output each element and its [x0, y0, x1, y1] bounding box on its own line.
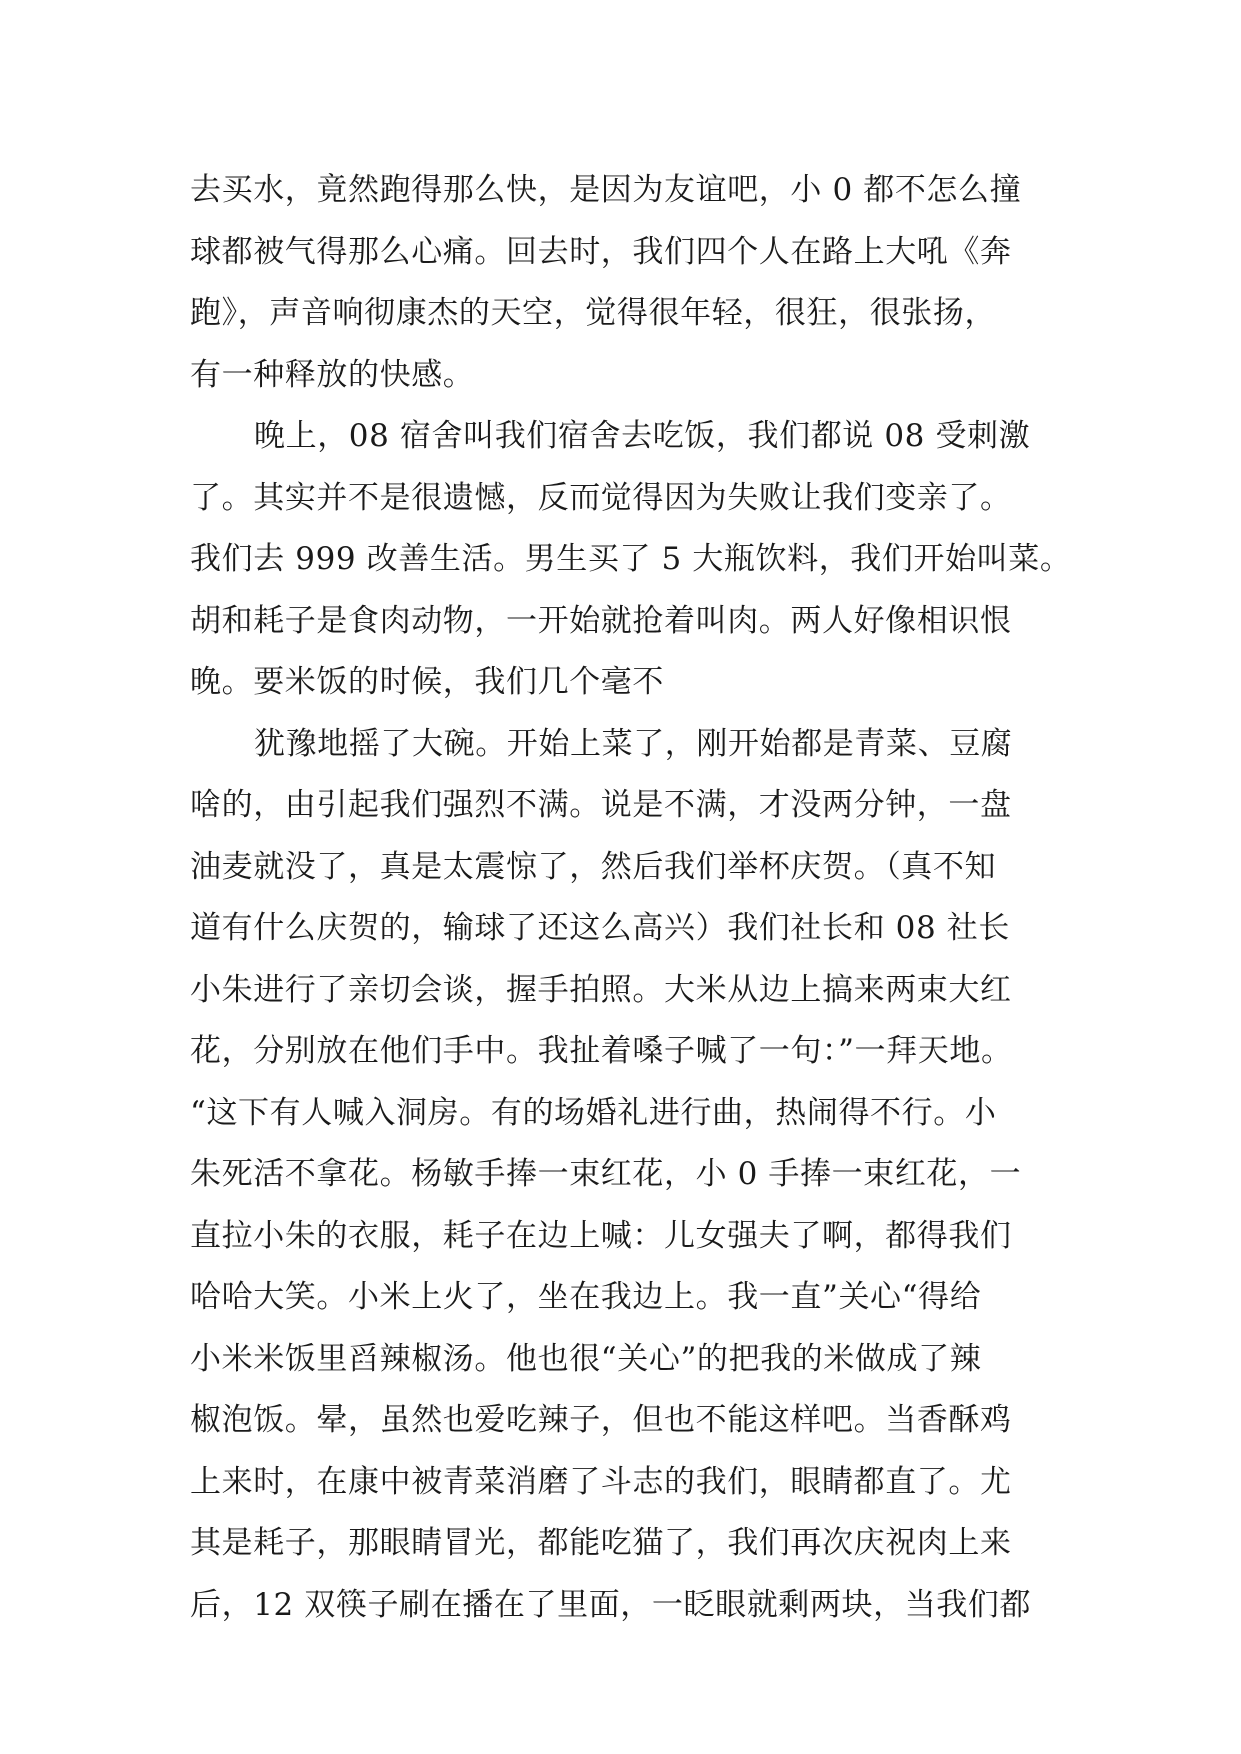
text-line: 我们去 999 改善生活。男生买了 5 大瓶饮料，我们开始叫菜。: [190, 541, 1072, 577]
text-line: 花，分别放在他们手中。我扯着嗓子喊了一句：”一拜天地。: [190, 1033, 1013, 1069]
text-line: 有一种释放的快感。: [190, 356, 475, 393]
text-line: 胡和耗子是食肉动物，一开始就抢着叫肉。两人好像相识恨: [190, 602, 1012, 639]
text-line: 哈哈大笑。小米上火了，坐在我边上。我一直”关心“得给: [190, 1279, 982, 1315]
text-line: 上来时，在康中被青菜消磨了斗志的我们，眼睛都直了。尤: [190, 1463, 1012, 1500]
text-line: 油麦就没了，真是太震惊了，然后我们举杯庆贺。（真不知: [190, 848, 997, 885]
text-line: 小米米饭里舀辣椒汤。他也很“关心”的把我的米做成了辣: [190, 1340, 982, 1377]
text-line: 球都被气得那么心痛。回去时，我们四个人在路上大吼《奔: [190, 233, 1012, 270]
text-line: 椒泡饭。晕，虽然也爱吃辣子，但也不能这样吧。当香酥鸡: [190, 1402, 1012, 1438]
paragraph-start-line: 犹豫地摇了大碗。开始上菜了，刚开始都是青菜、豆腐: [254, 725, 1013, 762]
text-line: 直拉小朱的衣服，耗子在边上喊：儿女强夫了啊，都得我们: [190, 1217, 1012, 1254]
text-line: 朱死活不拿花。杨敏手捧一束红花，小 0 手捧一束红花，一: [190, 1156, 1022, 1192]
text-line: 跑》，声音响彻康杰的天空，觉得很年轻，很狂，很张扬，: [190, 295, 997, 331]
paragraph-start-line: 晚上，08 宿舍叫我们宿舍去吃饭，我们都说 08 受刺激: [254, 418, 1031, 454]
body-text: [190, 160, 1090, 1636]
text-line: 后，12 双筷子刷在播在了里面，一眨眼就剩两块，当我们都: [190, 1586, 1032, 1623]
text-line: 小朱进行了亲切会谈，握手拍照。大米从边上搞来两束大红: [190, 971, 1012, 1008]
text-line: 道有什么庆贺的，输球了还这么高兴）我们社长和 08 社长: [190, 910, 1010, 946]
text-line: 晚。要米饭的时候，我们几个毫不: [190, 664, 664, 700]
text-line: 去买水，竟然跑得那么快，是因为友谊吧，小 0 都不怎么撞: [190, 172, 1022, 208]
text-line: 了。其实并不是很遗憾，反而觉得因为失败让我们变亲了。: [190, 479, 1012, 516]
text-line: “这下有人喊入洞房。有的场婚礼进行曲，热闹得不行。小: [190, 1094, 997, 1131]
text-line: 啥的，由引起我们强烈不满。说是不满，才没两分钟，一盘: [190, 787, 1012, 823]
text-line: 其是耗子，那眼睛冒光，都能吃猫了，我们再次庆祝肉上来: [190, 1525, 1012, 1561]
